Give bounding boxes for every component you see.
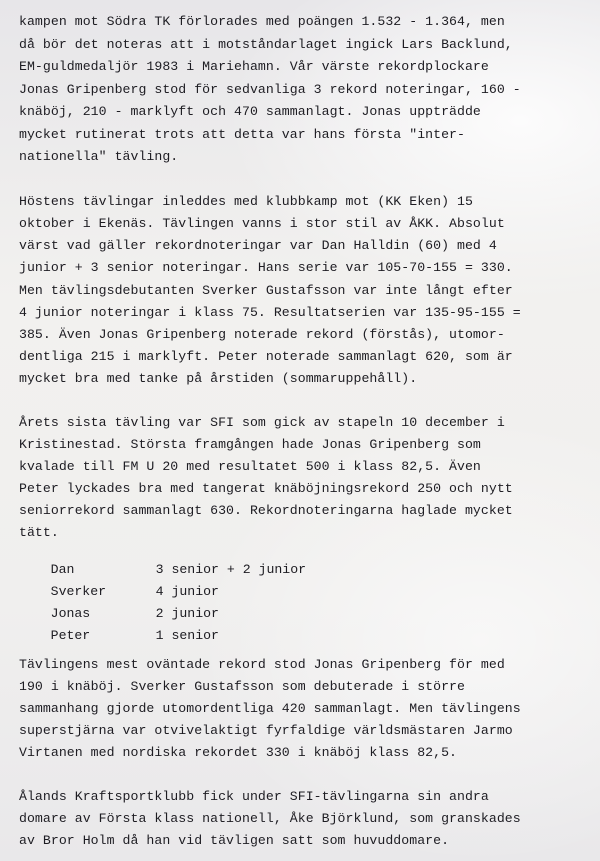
text-line: mycket bra med tanke på årstiden (sommaruppehåll). — [19, 371, 418, 386]
text-line: Kristinestad. Största framgången hade Jonas Gripenberg som — [19, 437, 481, 452]
record-list-name: Jonas — [50, 606, 91, 621]
text-line: knäböj, 210 - marklyft och 470 sammanlagt. Jonas uppträdde — [19, 104, 481, 119]
text-line: sammanhang gjorde utomordentliga 420 sammanlagt. Men tävlingens — [19, 701, 521, 716]
text-line: nationella" tävling. — [19, 149, 179, 164]
record-list-value: 4 junior — [155, 584, 219, 599]
text-line: 4 junior noteringar i klass 75. Resultatserien var 135-95-155 = — [19, 305, 521, 320]
text-line: kvalade till FM U 20 med resultatet 500 i klass 82,5. Även — [19, 459, 481, 474]
record-list-name: Sverker — [50, 584, 107, 599]
text-line: oktober i Ekenäs. Tävlingen vanns i stor stil av ÅKK. Absolut — [19, 216, 505, 231]
text-line: dentliga 215 i marklyft. Peter noterade sammanlagt 620, som är — [19, 349, 513, 364]
text-line: av Bror Holm då han vid tävligen satt som huvuddomare. — [19, 833, 450, 848]
record-list-value: 1 senior — [155, 628, 219, 643]
record-list-name: Peter — [50, 628, 91, 643]
text-line: tätt. — [19, 525, 59, 540]
text-line: värst vad gäller rekordnoteringar var Dan Halldin (60) med 4 — [19, 238, 497, 253]
record-list-name: Dan — [50, 562, 75, 577]
text-line: junior + 3 senior noteringar. Hans serie var 105-70-155 = 330. — [19, 260, 513, 275]
record-list-row — [19, 612, 219, 660]
record-list-value: 2 junior — [155, 606, 219, 621]
text-line: Tävlingens mest oväntade rekord stod Jonas Gripenberg för med — [19, 657, 505, 672]
text-line: mycket rutinerat trots att detta var hans första "inter- — [19, 127, 465, 142]
text-line: Men tävlingsdebutanten Sverker Gustafsson var inte långt efter — [19, 283, 513, 298]
text-line: superstjärna var otvivelaktigt fyrfaldige världsmästaren Jarmo — [19, 723, 513, 738]
text-line: EM-guldmedaljör 1983 i Mariehamn. Vår värste rekordplockare — [19, 59, 489, 74]
text-line: Ålands Kraftsportklubb fick under SFI-tävlingarna sin andra — [19, 789, 489, 804]
text-line: kampen mot Södra TK förlorades med poängen 1.532 - 1.364, men — [19, 14, 505, 29]
text-line: då bör det noteras att i motståndarlaget ingick Lars Backlund, — [19, 37, 513, 52]
text-line: 385. Även Jonas Gripenberg noterade rekord (förstås), utomor- — [19, 327, 505, 342]
record-list-value: 3 senior + 2 junior — [155, 562, 307, 577]
text-line: Peter lyckades bra med tangerat knäböjningsrekord 250 och nytt — [19, 481, 513, 496]
text-line: domare av Första klass nationell, Åke Björklund, som granskades — [19, 811, 521, 826]
text-line: Årets sista tävling var SFI som gick av stapeln 10 december i — [19, 415, 505, 430]
text-line: seniorrekord sammanlagt 630. Rekordnoteringarna haglade mycket — [19, 503, 513, 518]
text-line: Jonas Gripenberg stod för sedvanliga 3 rekord noteringar, 160 - — [19, 82, 521, 97]
text-line: 190 i knäböj. Sverker Gustafsson som debuterade i större — [19, 679, 465, 694]
text-line: Höstens tävlingar inleddes med klubbkamp mot (KK Eken) 15 — [19, 194, 473, 209]
text-line: Virtanen med nordiska rekordet 330 i knäböj klass 82,5. — [19, 745, 458, 760]
